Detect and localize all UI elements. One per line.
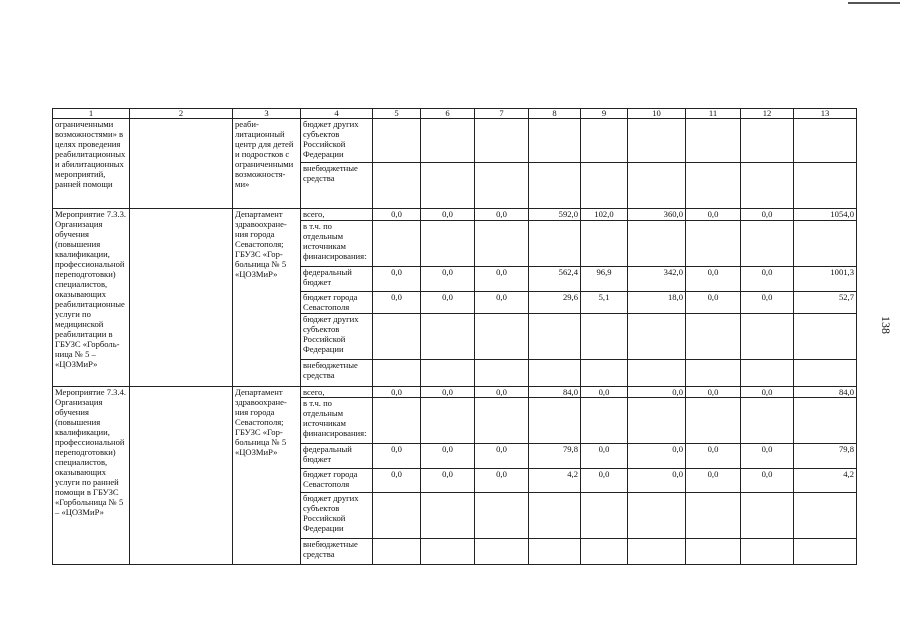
funding-source-cell: в т.ч. по отдельным источникам финансирования: — [301, 221, 373, 267]
value-cell — [628, 119, 686, 163]
funding-source-cell: бюджет других субъектов Российской Федерации — [301, 314, 373, 360]
value-cell — [529, 314, 581, 360]
value-cell — [686, 493, 741, 539]
value-cell: 0,0 — [475, 267, 529, 292]
header-cell: 7 — [475, 109, 529, 119]
page-number: 138 — [879, 316, 893, 334]
value-cell — [741, 314, 794, 360]
value-cell: 79,8 — [794, 444, 857, 469]
value-cell — [421, 539, 475, 565]
header-cell: 6 — [421, 109, 475, 119]
funding-source-cell: в т.ч. по отдельным источникам финансирования: — [301, 398, 373, 444]
value-cell: 0,0 — [741, 267, 794, 292]
value-cell: 0,0 — [628, 387, 686, 398]
value-cell — [373, 314, 421, 360]
header-cell: 4 — [301, 109, 373, 119]
budget-table — [52, 108, 857, 565]
value-cell — [628, 314, 686, 360]
measure-name-cell: Мероприятие 7.3.3. Организация обучения (повышения квалификации, профессиональной переподготовки) специалистов, оказывающих реабилитационные услуги по медицинской реабилитации в ГБУЗС «Горболь-ница № 5 – «ЦОЗМиР» — [53, 209, 130, 387]
value-cell: 0,0 — [741, 469, 794, 493]
value-cell: 0,0 — [373, 267, 421, 292]
value-cell — [529, 221, 581, 267]
value-cell — [421, 119, 475, 163]
value-cell — [581, 539, 628, 565]
value-cell: 4,2 — [794, 469, 857, 493]
empty-cell — [130, 209, 233, 387]
value-cell — [475, 360, 529, 387]
value-cell: 52,7 — [794, 292, 857, 314]
value-cell: 360,0 — [628, 209, 686, 221]
funding-source-cell: внебюджетные средства — [301, 360, 373, 387]
value-cell — [529, 119, 581, 163]
value-cell — [686, 163, 741, 209]
value-cell: 1001,3 — [794, 267, 857, 292]
value-cell: 18,0 — [628, 292, 686, 314]
value-cell — [628, 493, 686, 539]
value-cell — [794, 119, 857, 163]
empty-cell — [130, 387, 233, 565]
value-cell — [475, 314, 529, 360]
value-cell — [373, 398, 421, 444]
value-cell — [794, 539, 857, 565]
value-cell: 0,0 — [686, 292, 741, 314]
measure-name-cell: Мероприятие 7.3.4. Организация обучения (повышения квалификации, профессиональной переподготовки) специалистов, оказывающих услуги по ранней помощи в ГБУЗС «Горбольница № 5 – «ЦОЗМиР» — [53, 387, 130, 565]
value-cell: 0,0 — [741, 292, 794, 314]
value-cell — [741, 539, 794, 565]
value-cell: 0,0 — [741, 209, 794, 221]
value-cell — [581, 221, 628, 267]
value-cell: 0,0 — [581, 444, 628, 469]
value-cell — [475, 221, 529, 267]
value-cell — [628, 163, 686, 209]
value-cell — [529, 539, 581, 565]
value-cell — [373, 539, 421, 565]
value-cell: 0,0 — [475, 209, 529, 221]
value-cell — [475, 398, 529, 444]
executor-cell: Департамент здравоохране-ния города Севастополя; ГБУЗС «Гор-больница № 5 «ЦОЗМиР» — [233, 209, 301, 387]
value-cell: 592,0 — [529, 209, 581, 221]
value-cell — [421, 493, 475, 539]
value-cell: 0,0 — [686, 267, 741, 292]
value-cell — [373, 493, 421, 539]
funding-source-cell: федеральный бюджет — [301, 267, 373, 292]
value-cell — [529, 360, 581, 387]
value-cell: 0,0 — [373, 387, 421, 398]
funding-source-cell: всего, — [301, 209, 373, 221]
value-cell — [741, 493, 794, 539]
value-cell — [529, 163, 581, 209]
value-cell — [741, 360, 794, 387]
value-cell: 0,0 — [475, 387, 529, 398]
executor-cell: Департамент здравоохране-ния города Севастополя; ГБУЗС «Гор-больница № 5 «ЦОЗМиР» — [233, 387, 301, 565]
value-cell — [686, 221, 741, 267]
funding-source-cell: внебюджетные средства — [301, 163, 373, 209]
value-cell: 0,0 — [628, 444, 686, 469]
value-cell — [581, 398, 628, 444]
value-cell — [373, 163, 421, 209]
header-row — [53, 109, 857, 119]
header-cell: 8 — [529, 109, 581, 119]
value-cell — [421, 221, 475, 267]
funding-source-cell: бюджет других субъектов Российской Федерации — [301, 119, 373, 163]
header-cell: 9 — [581, 109, 628, 119]
value-cell — [794, 360, 857, 387]
table-row — [53, 387, 857, 398]
value-cell — [373, 119, 421, 163]
value-cell — [581, 314, 628, 360]
value-cell: 0,0 — [686, 387, 741, 398]
value-cell: 0,0 — [581, 469, 628, 493]
value-cell: 84,0 — [529, 387, 581, 398]
header-cell: 3 — [233, 109, 301, 119]
value-cell — [421, 398, 475, 444]
header-cell: 10 — [628, 109, 686, 119]
value-cell: 0,0 — [581, 387, 628, 398]
value-cell: 79,8 — [529, 444, 581, 469]
value-cell — [741, 119, 794, 163]
value-cell — [581, 163, 628, 209]
value-cell: 0,0 — [686, 469, 741, 493]
value-cell — [628, 221, 686, 267]
value-cell: 4,2 — [529, 469, 581, 493]
value-cell — [794, 314, 857, 360]
value-cell — [741, 163, 794, 209]
value-cell: 0,0 — [741, 444, 794, 469]
value-cell — [475, 119, 529, 163]
value-cell — [628, 398, 686, 444]
top-rule — [848, 2, 900, 4]
value-cell — [686, 398, 741, 444]
value-cell — [475, 163, 529, 209]
value-cell — [686, 539, 741, 565]
value-cell: 0,0 — [373, 209, 421, 221]
value-cell: 0,0 — [628, 469, 686, 493]
value-cell: 5,1 — [581, 292, 628, 314]
value-cell — [475, 539, 529, 565]
funding-source-cell: внебюджетные средства — [301, 539, 373, 565]
value-cell: 0,0 — [373, 469, 421, 493]
table-row — [53, 119, 857, 163]
value-cell: 0,0 — [686, 209, 741, 221]
value-cell — [628, 360, 686, 387]
measure-name-cell: ограниченными возможностями» в целях проведения реабилитационных и абилитационных мероприятий, ранней помощи — [53, 119, 130, 209]
value-cell: 0,0 — [421, 444, 475, 469]
value-cell: 0,0 — [421, 469, 475, 493]
funding-source-cell: всего, — [301, 387, 373, 398]
table-row — [53, 209, 857, 221]
value-cell — [686, 119, 741, 163]
header-cell: 12 — [741, 109, 794, 119]
value-cell: 0,0 — [373, 292, 421, 314]
header-cell: 1 — [53, 109, 130, 119]
value-cell — [373, 360, 421, 387]
value-cell — [794, 493, 857, 539]
value-cell: 96,9 — [581, 267, 628, 292]
value-cell: 0,0 — [421, 209, 475, 221]
value-cell — [741, 221, 794, 267]
value-cell — [628, 539, 686, 565]
value-cell: 0,0 — [475, 444, 529, 469]
executor-cell: реаби-литационный центр для детей и подростков с ограниченными возможностя-ми» — [233, 119, 301, 209]
funding-source-cell: бюджет города Севастополя — [301, 292, 373, 314]
value-cell: 0,0 — [421, 267, 475, 292]
value-cell — [421, 163, 475, 209]
header-cell: 13 — [794, 109, 857, 119]
value-cell — [421, 360, 475, 387]
value-cell — [529, 493, 581, 539]
value-cell: 0,0 — [475, 292, 529, 314]
value-cell — [794, 163, 857, 209]
value-cell — [475, 493, 529, 539]
value-cell — [686, 360, 741, 387]
value-cell: 0,0 — [421, 387, 475, 398]
value-cell: 102,0 — [581, 209, 628, 221]
value-cell: 0,0 — [421, 292, 475, 314]
value-cell — [529, 398, 581, 444]
funding-source-cell: федеральный бюджет — [301, 444, 373, 469]
value-cell: 84,0 — [794, 387, 857, 398]
value-cell — [741, 398, 794, 444]
value-cell: 342,0 — [628, 267, 686, 292]
value-cell — [373, 221, 421, 267]
value-cell: 1054,0 — [794, 209, 857, 221]
value-cell — [421, 314, 475, 360]
value-cell — [686, 314, 741, 360]
value-cell: 0,0 — [741, 387, 794, 398]
value-cell — [794, 221, 857, 267]
empty-cell — [130, 119, 233, 209]
value-cell — [581, 493, 628, 539]
value-cell: 29,6 — [529, 292, 581, 314]
value-cell: 562,4 — [529, 267, 581, 292]
value-cell: 0,0 — [686, 444, 741, 469]
value-cell: 0,0 — [475, 469, 529, 493]
header-cell: 5 — [373, 109, 421, 119]
funding-source-cell: бюджет других субъектов Российской Федерации — [301, 493, 373, 539]
header-cell: 2 — [130, 109, 233, 119]
value-cell: 0,0 — [373, 444, 421, 469]
header-cell: 11 — [686, 109, 741, 119]
funding-source-cell: бюджет города Севастополя — [301, 469, 373, 493]
value-cell — [581, 360, 628, 387]
value-cell — [794, 398, 857, 444]
value-cell — [581, 119, 628, 163]
